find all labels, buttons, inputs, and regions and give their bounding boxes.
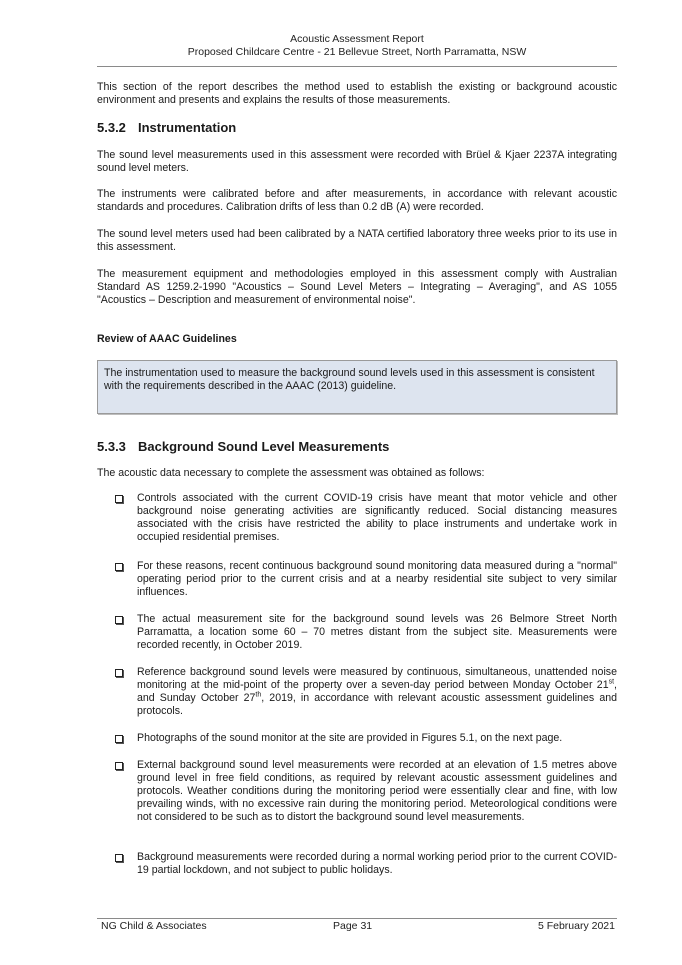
text-run: , and Sunday October 27 xyxy=(137,679,617,704)
ordinal-suffix: st xyxy=(608,678,615,686)
list-item-text: Photographs of the sound monitor at the site are provided in Figures 5.1, on the next page. xyxy=(137,732,563,744)
list-item-text: The actual measurement site for the background sound levels was 26 Belmore Street North Parramatta, a location some 60 – 70 metres distant from the subject site. Measurements were recorded recently, in October 2019. xyxy=(137,613,617,651)
section-heading-5-3-3 xyxy=(97,439,389,454)
section-lead: The acoustic data necessary to complete the assessment was obtained as follows: xyxy=(97,467,485,479)
intro-paragraph: This section of the report describes the method used to establish the existing or background acoustic environment and presents and explains the results of those measurements. xyxy=(97,81,617,106)
checkbox-bullet-icon xyxy=(115,735,123,743)
checkbox-bullet-icon xyxy=(115,495,123,503)
checkbox-bullet-icon xyxy=(115,616,123,624)
review-callout-text: The instrumentation used to measure the background sound levels used in this assessment is consistent with the requirements described in the AAAC (2013) guideline. xyxy=(104,367,595,392)
page-header xyxy=(97,33,617,59)
list-item-text: For these reasons, recent continuous background sound monitoring data measured during a "normal" operating period prior to the current crisis and at a nearby residential site subject to very similar influences. xyxy=(137,560,617,598)
paragraph-instruments: The sound level measurements used in this assessment were recorded with Brüel & Kjaer 2237A integrating sound level meters. xyxy=(97,149,617,174)
footer-date: 5 February 2021 xyxy=(537,920,615,932)
paragraph-calibration: The instruments were calibrated before and after measurements, in accordance with relevant acoustic standards and procedures. Calibration drifts of less than 0.2 dB (A) were recorded. xyxy=(97,188,617,213)
paragraph-nata: The sound level meters used had been calibrated by a NATA certified laboratory three weeks prior to its use in this assessment. xyxy=(97,228,617,253)
list-item-text: Controls associated with the current COVID-19 crisis have meant that motor vehicle and other background noise generating activities are significantly reduced. Social distancing measures associated with the crisis have restricted the ability to place instruments and undertake work in occupied residential premises. xyxy=(137,492,617,543)
checkbox-bullet-icon xyxy=(115,563,123,571)
checkbox-bullet-icon xyxy=(115,762,123,770)
paragraph-standards: The measurement equipment and methodologies employed in this assessment comply with Australian Standard AS 1259.2-1990 "Acoustics – Sound Level Meters – Integrating – Averaging", and AS 1055 "Acoustics – Description and measurement of environmental noise". xyxy=(97,268,617,306)
section-number: 5.3.3 xyxy=(97,439,126,454)
ordinal-suffix: th xyxy=(255,691,262,699)
list-item-text xyxy=(137,666,617,718)
footer-page-number: Page 31 xyxy=(333,920,373,932)
list-item-text: External background sound level measurements were recorded at an elevation of 1.5 metres above ground level in free field conditions, as required by relevant acoustic assessment guidelines and protocols. Weather conditions during the monitoring period were essentially clear and fine, with low prevailing winds, with no excessive rain during the monitoring period. Meteorological conditions were not considered to be such as to distort the background sound level measurements. xyxy=(137,759,617,823)
section-title: Instrumentation xyxy=(138,120,237,135)
section-title: Background Sound Level Measurements xyxy=(138,439,390,454)
text-run: , 2019, in accordance with relevant acoustic assessment guidelines and protocols. xyxy=(137,692,617,717)
report-title: Acoustic Assessment Report xyxy=(290,33,424,45)
checkbox-bullet-icon xyxy=(115,854,123,862)
footer-company: NG Child & Associates xyxy=(101,920,207,932)
text-run: Reference background sound levels were measured by continuous, simultaneous, unattended noise monitoring at the mid-point of the property over a seven-day period between Monday October 21 xyxy=(137,666,617,691)
header-divider xyxy=(97,66,617,67)
section-number: 5.3.2 xyxy=(97,120,126,135)
review-heading: Review of AAAC Guidelines xyxy=(97,333,237,345)
review-callout-box xyxy=(97,360,617,414)
list-item-text: Background measurements were recorded during a normal working period prior to the current COVID-19 partial lockdown, and not subject to public holidays. xyxy=(137,851,617,876)
checkbox-bullet-icon xyxy=(115,669,123,677)
section-heading-5-3-2 xyxy=(97,120,236,135)
footer-divider xyxy=(97,918,617,919)
report-subtitle: Proposed Childcare Centre - 21 Bellevue Street, North Parramatta, NSW xyxy=(187,46,527,58)
